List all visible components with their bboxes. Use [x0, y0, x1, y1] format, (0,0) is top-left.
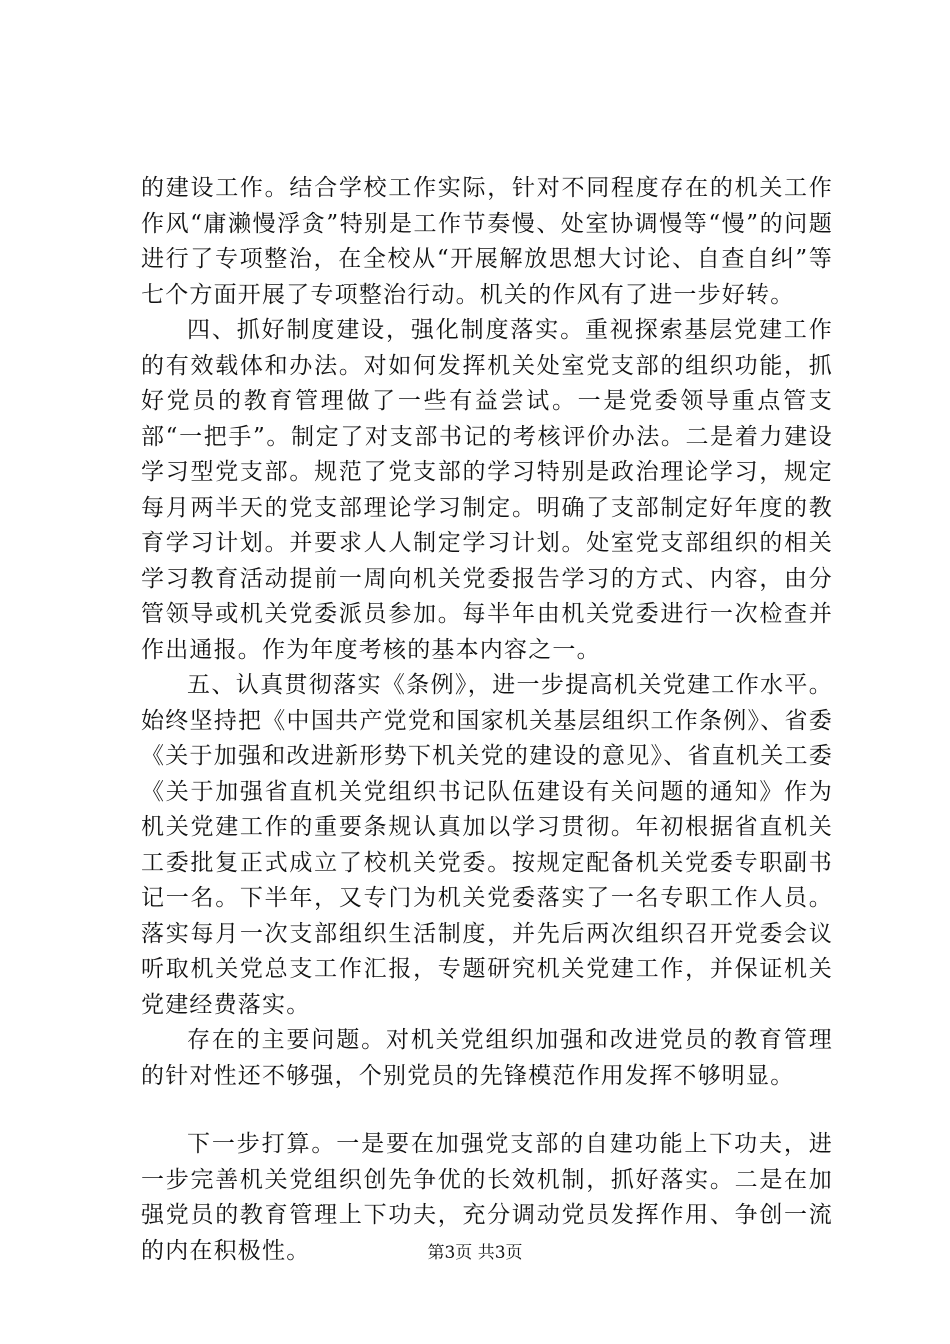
paragraph-section-five: 五、认真贯彻落实《条例》，进一步提高机关党建工作水平。始终坚持把《中国共产党党和国家机关基层组织工作条例》、省委《关于加强和改进新形势下机关党的建设的意见》、省直机关工委《关于加强省直机关党组织书记队伍建设有关问题的通知》作为机关党建工作的重要条规认真加以学习贯彻。年初根据省直机关工委批复正式成立了校机关党委。按规定配备机关党委专职副书记一名。下半年，又专门为机关党委落实了一名专职工作人员。落实每月一次支部组织生活制度，并先后两次组织召开党委会议听取机关党总支工作汇报，专题研究机关党建工作，并保证机关党建经费落实。 — [141, 672, 833, 1018]
paragraph-section-four: 四、抓好制度建设，强化制度落实。重视探索基层党建工作的有效载体和办法。对如何发挥机关处室党支部的组织功能，抓好党员的教育管理做了一些有益尝试。一是党委领导重点管支部“一把手”。制定了对支部书记的考核评价办法。二是着力建设学习型党支部。规范了党支部的学习特别是政治理论学习，规定每月两半天的党支部理论学习制定。明确了支部制定好年度的教育学习计划。并要求人人制定学习计划。处室党支部组织的相关学习教育活动提前一周向机关党委报告学习的方式、内容，由分管领导或机关党委派员参加。每半年由机关党委进行一次检查并作出通报。作为年度考核的基本内容之一。 — [141, 317, 833, 663]
page-footer: 第3页 共3页 — [427, 1243, 523, 1263]
paragraph-next-steps: 下一步打算。一是要在加强党支部的自建功能上下功夫，进一步完善机关党组织创先争优的长效机制，抓好落实。二是在加强党员的教育管理上下功夫，充分调动党员发挥作用、争创一流的内在积极性。 — [141, 1131, 833, 1264]
paragraph-main-problems: 存在的主要问题。对机关党组织加强和改进党员的教育管理的针对性还不够强，个别党员的先锋模范作用发挥不够明显。 — [141, 1027, 833, 1089]
document-body — [141, 171, 833, 1269]
paragraph-continuation: 的建设工作。结合学校工作实际，针对不同程度存在的机关工作作风“庸濑慢浮贪”特别是工作节奏慢、处室协调慢等“慢”的问题进行了专项整治，在全校从“开展解放思想大讨论、自查自纠”等七个方面开展了专项整治行动。机关的作风有了进一步好转。 — [141, 175, 833, 308]
